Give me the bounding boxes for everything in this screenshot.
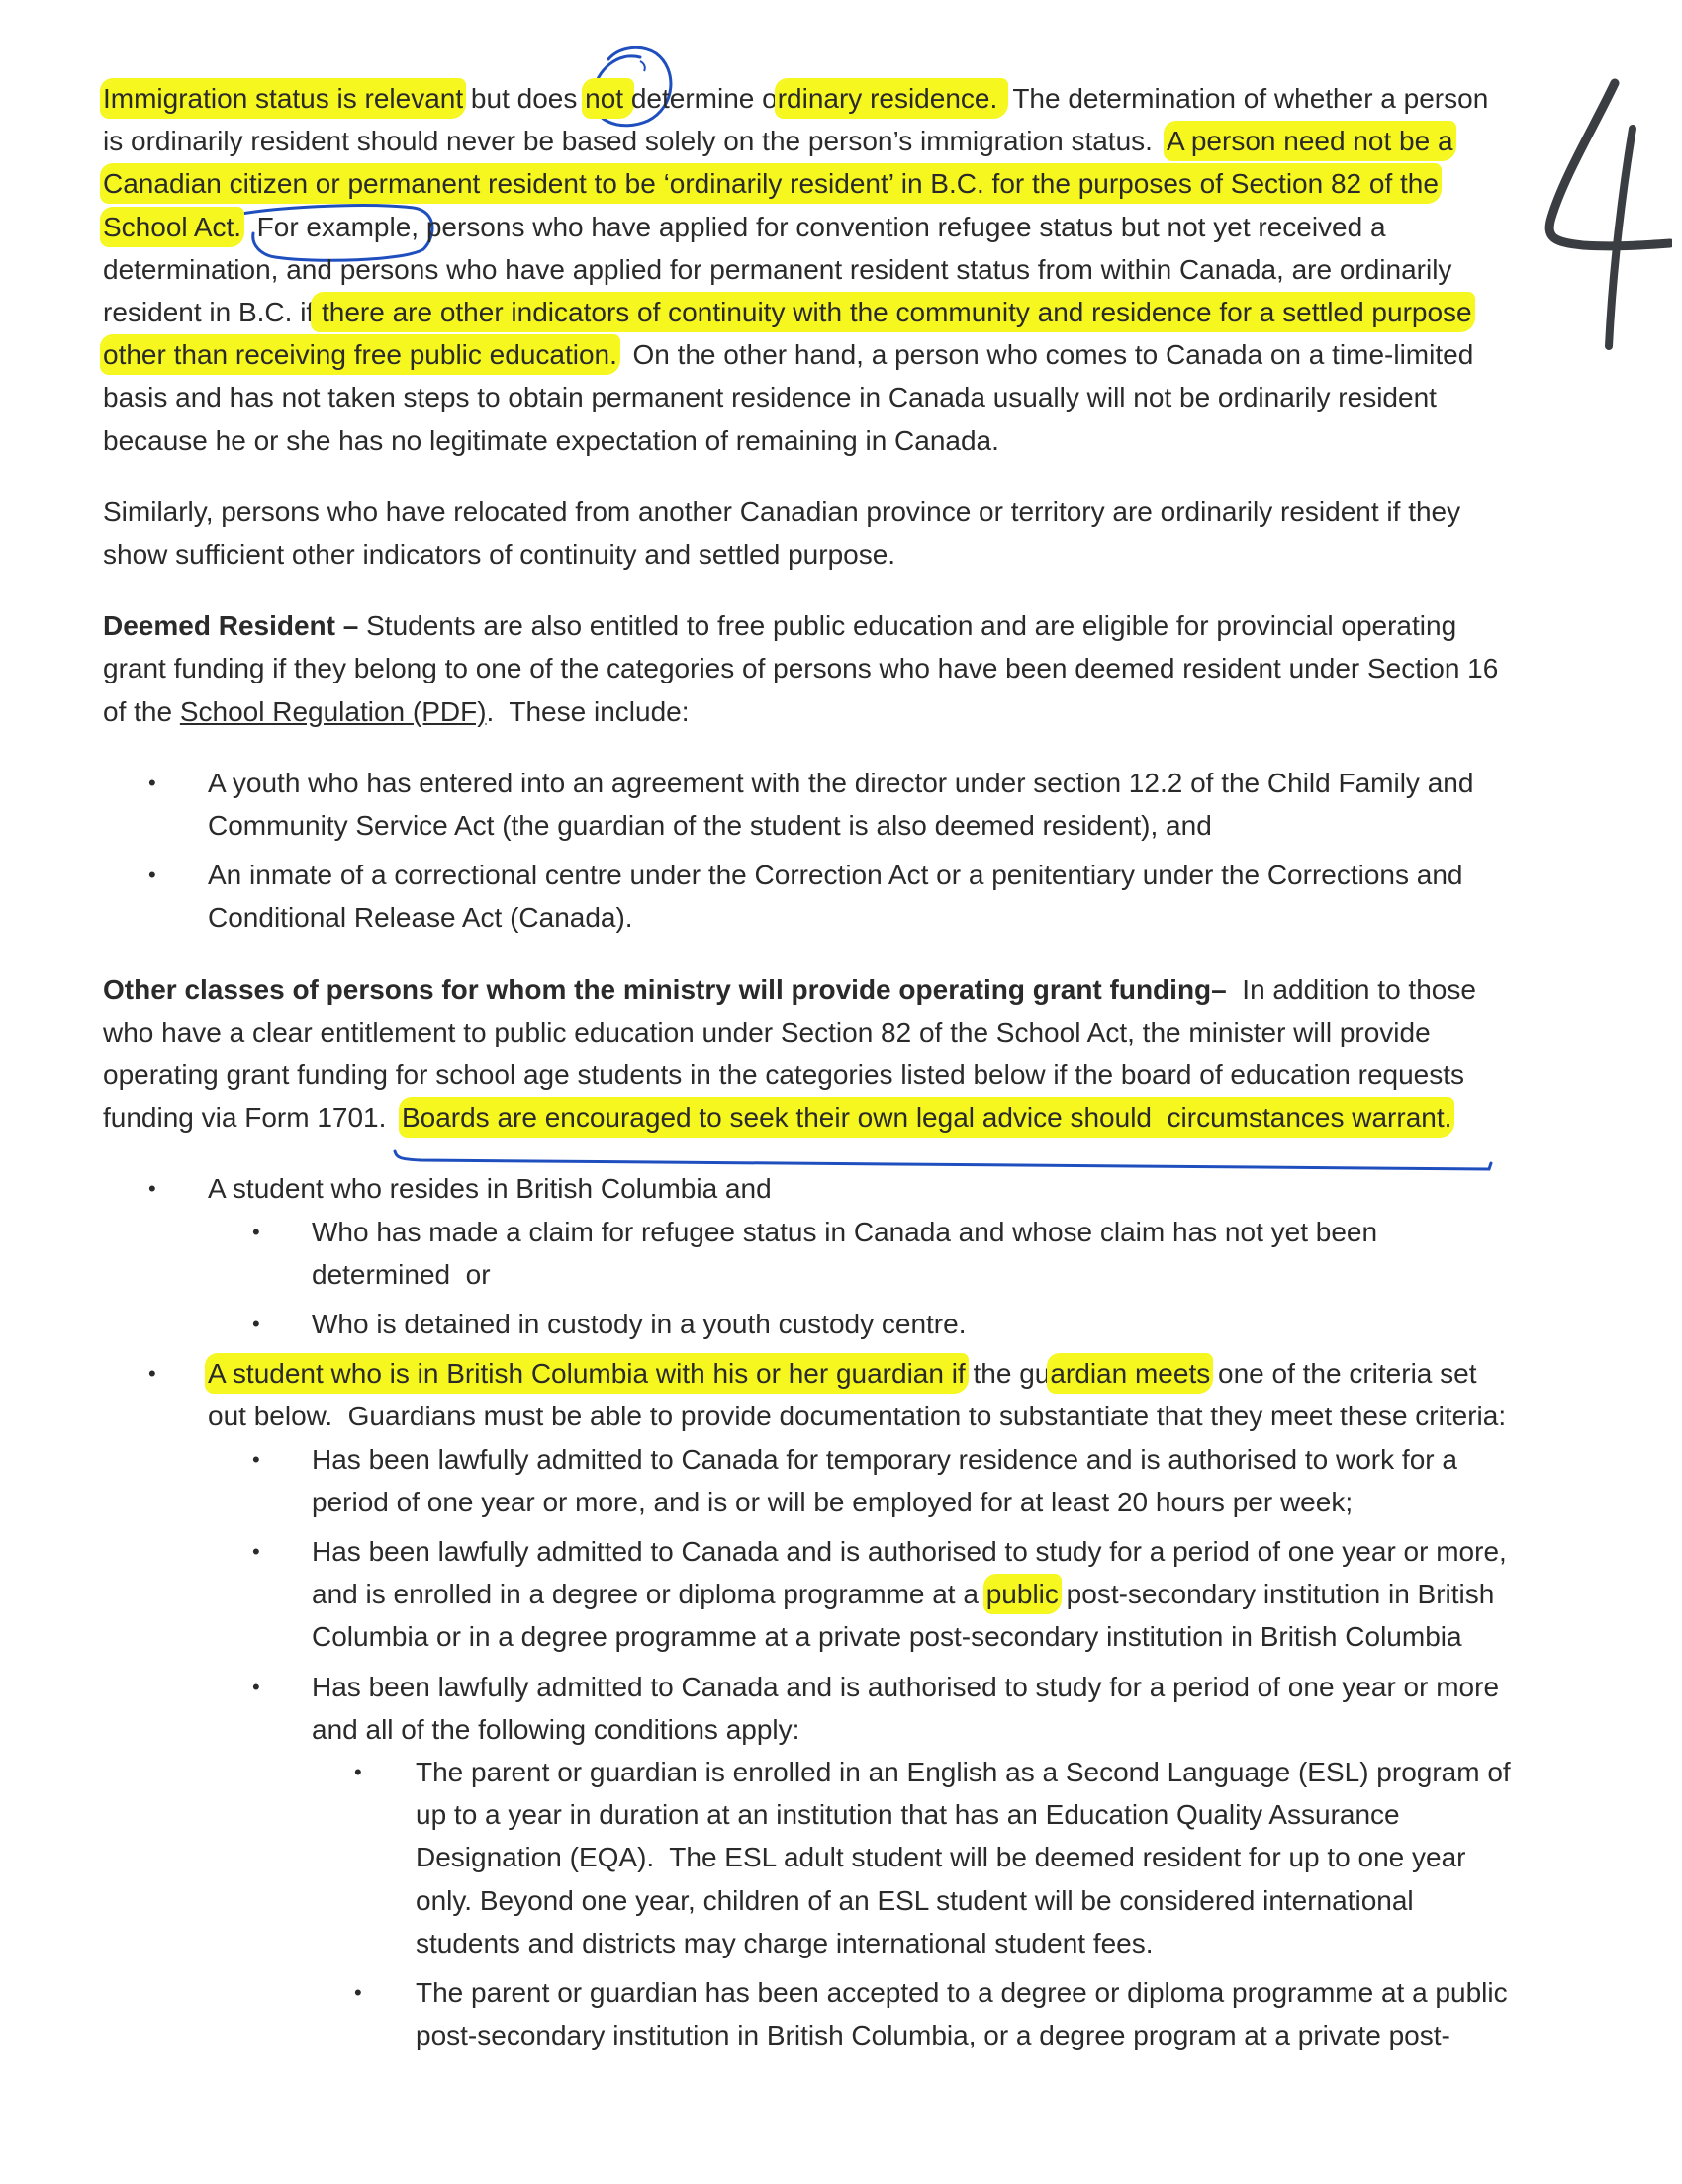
bullet-icon: •: [252, 1312, 260, 1336]
school-regulation-link[interactable]: School Regulation (PDF): [179, 695, 487, 727]
text-segment: A student who resides in British Columbia and: [208, 1173, 772, 1205]
text-line: [103, 167, 1439, 201]
text-line: [208, 859, 1462, 892]
text-segment: one of the criteria set: [1210, 1358, 1477, 1390]
text-segment: determined or: [312, 1258, 491, 1290]
text-segment: determination, and persons who have applied for permanent resident status from within Canada, are ordinarily: [103, 253, 1452, 285]
text-line: [208, 809, 1212, 843]
text-segment: determine o: [630, 83, 778, 114]
highlighted-text: A student who is in British Columbia with his or her guardian if: [208, 1358, 966, 1390]
bullet-icon: •: [354, 1980, 362, 2005]
text-segment: funding via Form 1701.: [103, 1102, 402, 1134]
bullet-icon: •: [252, 1674, 260, 1699]
highlighted-text: rdinary residence.: [777, 83, 1006, 114]
text-segment: The parent or guardian has been accepted to a degree or diploma programme at a public: [416, 1977, 1508, 2008]
text-segment: Similarly, persons who have relocated from another Canadian province or territory are ordinarily resident if they: [103, 496, 1461, 527]
highlighted-text: ardian meets: [1050, 1358, 1211, 1390]
text-segment: because he or she has no legitimate expectation of remaining in Canada.: [103, 424, 999, 456]
text-line: [103, 381, 1437, 414]
handwritten-number-4: [1524, 69, 1672, 356]
text-line: [208, 1172, 772, 1206]
text-segment: students and districts may charge international student fees.: [416, 1927, 1154, 1958]
text-line: [416, 1927, 1154, 1960]
text-segment: Conditional Release Act (Canada).: [208, 902, 633, 934]
text-segment: . These include:: [486, 695, 690, 727]
bullet-icon: •: [148, 1176, 156, 1202]
text-line: [103, 125, 1453, 158]
text-line: [103, 253, 1451, 287]
text-line: [416, 1798, 1400, 1832]
text-line: [103, 338, 1473, 372]
text-line: [103, 538, 895, 572]
text-line: [416, 1884, 1414, 1918]
text-segment: Students are also entitled to free public education and are eligible for provincial operating: [358, 610, 1457, 642]
text-line: [103, 424, 999, 458]
text-segment: Who has made a claim for refugee status in Canada and whose claim has not yet been: [312, 1216, 1378, 1247]
highlighted-text: other than receiving free public education.: [103, 339, 617, 371]
bold-heading: Deemed Resident –: [103, 610, 359, 642]
text-segment: grant funding if they belong to one of the categories of persons who have been deemed resident under Section 16: [103, 653, 1499, 684]
text-line: [103, 609, 1456, 643]
bullet-icon: •: [148, 1361, 156, 1387]
text-segment: up to a year in duration at an institution that has an Education Quality Assurance: [416, 1799, 1400, 1831]
text-line: [312, 1443, 1457, 1477]
bullet-icon: •: [252, 1446, 260, 1472]
text-line: [416, 2019, 1450, 2052]
text-segment: show sufficient other indicators of continuity and settled purpose.: [103, 539, 896, 570]
text-segment: post-secondary institution in British Columbia, or a degree program at a private post-: [416, 2020, 1450, 2051]
text-line: [312, 1258, 491, 1292]
text-segment: For example, persons who have applied for convention refugee status but not yet received a: [241, 211, 1386, 242]
text-segment: post-secondary institution in British: [1058, 1579, 1495, 1610]
highlighted-text: there are other indicators of continuity with the community and residence for a settled purpose: [314, 297, 1472, 327]
text-segment: The parent or guardian is enrolled in an English as a Second Language (ESL) program of: [416, 1757, 1511, 1787]
text-segment: period of one year or more, and is or will be employed for at least 20 hours per week;: [312, 1486, 1354, 1517]
text-line: [103, 695, 690, 729]
text-line: [416, 1841, 1466, 1874]
highlighted-text: Boards are encouraged to seek their own legal advice should circumstances warrant.: [401, 1102, 1452, 1134]
text-line: [312, 1535, 1507, 1569]
highlighted-text: School Act.: [103, 211, 242, 242]
text-line: [103, 1016, 1431, 1049]
text-segment: operating grant funding for school age students in the categories listed below if the board of education requests: [103, 1059, 1465, 1090]
text-segment: A youth who has entered into an agreement with the director under section 12.2 of the Child Family and: [208, 767, 1474, 798]
text-line: [208, 767, 1473, 800]
highlighted-text: not: [585, 83, 631, 114]
text-line: [103, 211, 1386, 244]
text-line: [416, 1976, 1508, 2010]
text-line: [103, 296, 1472, 329]
text-segment: Has been lawfully admitted to Canada for temporary residence and is authorised to work for a: [312, 1443, 1457, 1475]
text-segment: and is enrolled in a degree or diploma programme at a: [312, 1579, 986, 1610]
text-segment: is ordinarily resident should never be based solely on the person’s immigration status.: [103, 126, 1167, 157]
text-segment: An inmate of a correctional centre under the Correction Act or a penitentiary under the Corrections and: [208, 860, 1463, 891]
bold-heading: Other classes of persons for whom the ministry will provide operating grant funding–: [103, 973, 1227, 1005]
text-line: [312, 1578, 1494, 1611]
text-line: [416, 1756, 1511, 1789]
text-segment: out below. Guardians must be able to provide documentation to substantiate that they meet these criteria:: [208, 1401, 1507, 1432]
text-line: [312, 1713, 799, 1747]
text-line: [312, 1620, 1462, 1654]
text-line: [103, 1101, 1451, 1135]
text-line: [312, 1308, 967, 1341]
bullet-icon: •: [252, 1539, 260, 1564]
text-segment: Designation (EQA). The ESL adult student will be deemed resident for up to one year: [416, 1842, 1466, 1873]
text-line: [103, 1058, 1464, 1092]
highlighted-text: public: [985, 1579, 1059, 1610]
text-segment: Has been lawfully admitted to Canada and is authorised to study for a period of one year or more: [312, 1671, 1500, 1702]
text-segment: resident in B.C. if: [103, 297, 315, 327]
text-line: [208, 901, 633, 935]
text-segment: and all of the following conditions apply:: [312, 1713, 800, 1745]
bullet-icon: •: [148, 770, 156, 795]
bullet-icon: •: [148, 863, 156, 888]
highlighted-text: Immigration status is relevant: [103, 83, 464, 114]
text-segment: Has been lawfully admitted to Canada and is authorised to study for a period of one year or more,: [312, 1536, 1507, 1567]
text-segment: only. Beyond one year, children of an ESL student will be considered international: [416, 1884, 1414, 1916]
highlighted-text: A person need not be a: [1166, 126, 1453, 157]
text-segment: Community Service Act (the guardian of the student is also deemed resident), and: [208, 810, 1212, 841]
highlighted-text: Canadian citizen or permanent resident to be ‘ordinarily resident’ in B.C. for the purposes of Section 82 of the: [103, 168, 1439, 200]
text-segment: of the: [103, 695, 180, 727]
text-line: [312, 1671, 1499, 1704]
text-segment: The determination of whether a person: [1005, 83, 1489, 114]
text-segment: Who is detained in custody in a youth custody centre.: [312, 1309, 967, 1339]
text-segment: On the other hand, a person who comes to Canada on a time-limited: [616, 339, 1474, 371]
text-line: [103, 652, 1498, 685]
text-line: [312, 1216, 1377, 1249]
text-segment: the gu: [965, 1358, 1051, 1390]
text-line: [312, 1486, 1353, 1519]
text-segment: but does: [463, 83, 586, 114]
text-line: [208, 1357, 1477, 1391]
text-segment: In addition to those: [1226, 973, 1476, 1005]
bullet-icon: •: [354, 1760, 362, 1784]
text-segment: basis and has not taken steps to obtain permanent residence in Canada usually will not be ordinarily resident: [103, 382, 1437, 413]
text-segment: who have a clear entitlement to public education under Section 82 of the School Act, the minister will provide: [103, 1016, 1431, 1047]
text-line: [103, 82, 1488, 116]
text-line: [208, 1400, 1506, 1433]
text-segment: Columbia or in a degree programme at a private post-secondary institution in British Columbia: [312, 1621, 1462, 1653]
text-line: [103, 973, 1476, 1007]
bullet-icon: •: [252, 1219, 260, 1244]
text-line: [103, 496, 1460, 529]
